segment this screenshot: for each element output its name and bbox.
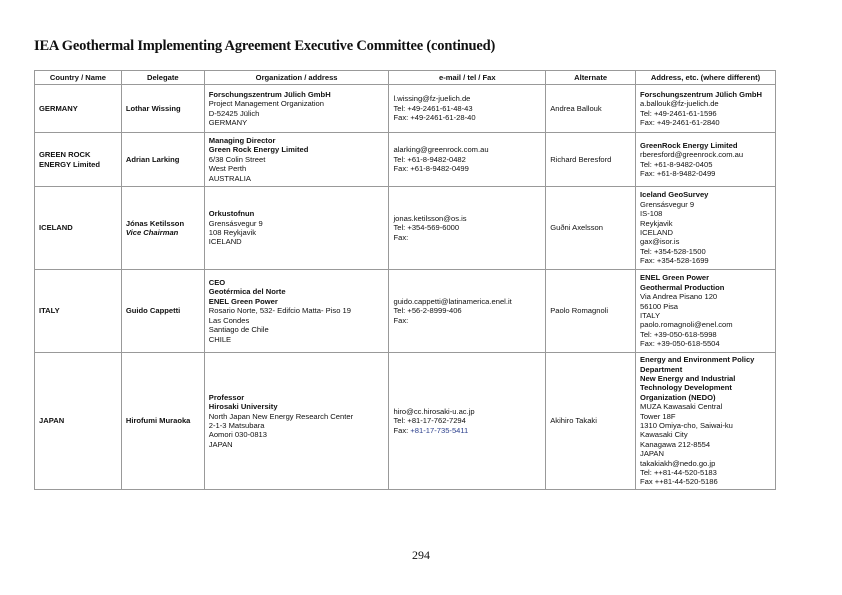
- line-text: 1310 Omiya-cho, Saiwai-ku: [640, 421, 733, 430]
- line-text: Fax: +61-8-9482-0499: [393, 164, 469, 174]
- line-text: ICELAND: [39, 223, 73, 233]
- cell-delegate: [121, 353, 204, 490]
- line-text: Managing Director: [208, 135, 276, 145]
- cell-delegate: [121, 187, 204, 270]
- line-text: Andrea Ballouk: [550, 103, 602, 113]
- line-text: alarking@greenrock.com.au: [393, 145, 489, 155]
- line-text: ENERGY Limited: [39, 159, 101, 169]
- cell-line: [39, 223, 117, 232]
- cell-org: [204, 353, 389, 490]
- cell-org: [204, 85, 389, 133]
- cell-country: [35, 187, 122, 270]
- cell-line: [640, 141, 771, 150]
- cell-alternate: [546, 85, 636, 133]
- line-text: 6/38 Colin Street: [208, 154, 266, 164]
- cell-line: [640, 90, 771, 99]
- cell-line: [209, 155, 385, 164]
- line-text: Reykjavik: [640, 218, 673, 228]
- cell-line: [393, 233, 541, 242]
- cell-line: [209, 145, 385, 154]
- cell-line: [640, 449, 771, 458]
- cell-line: [39, 160, 117, 169]
- cell-line: [209, 164, 385, 173]
- cell-line: [393, 306, 541, 315]
- cell-line: [640, 402, 771, 411]
- line-text: Akihiro Takaki: [550, 416, 597, 426]
- cell-line: [209, 325, 385, 334]
- cell-country: [35, 353, 122, 490]
- line-text: ICELAND: [640, 228, 673, 237]
- line-text: Vice Chairman: [125, 228, 179, 237]
- line-text: Project Management Organization: [208, 99, 324, 109]
- cell-alternate: [546, 187, 636, 270]
- cell-line: [209, 136, 385, 145]
- line-text: Grensásvegur 9: [208, 218, 263, 228]
- cell-line: [640, 273, 771, 282]
- line-text: GERMANY: [208, 117, 248, 127]
- cell-line: [126, 219, 200, 228]
- cell-line: [640, 440, 771, 449]
- line-text: Technology Development: [640, 383, 732, 393]
- cell-line: [209, 219, 385, 228]
- cell-delegate: [121, 133, 204, 187]
- line-text: ICELAND: [208, 237, 242, 247]
- cell-line: [126, 228, 200, 237]
- cell-line: [393, 113, 541, 122]
- cell-line: [209, 99, 385, 108]
- cell-line: [209, 287, 385, 296]
- line-text: Fax: +49-2461-61-28-40: [393, 113, 476, 123]
- cell-org: [204, 270, 389, 353]
- cell-line: [209, 278, 385, 287]
- cell-line: [126, 306, 200, 315]
- cell-line: [640, 355, 771, 364]
- line-text: a.ballouk@fz-juelich.de: [640, 99, 719, 109]
- cell-alternate: [546, 270, 636, 353]
- cell-line: [209, 335, 385, 344]
- cell-country: [35, 133, 122, 187]
- cell-line: [640, 302, 771, 311]
- line-text: Geotérmica del Norte: [208, 287, 286, 297]
- cell-line: [126, 104, 200, 113]
- cell-line: [39, 416, 117, 425]
- line-text: takakiakh@nedo.go.jp: [640, 458, 716, 468]
- line-text: D-52425 Jülich: [208, 108, 260, 118]
- line-text: Tel: +61-8-9482-0405: [640, 159, 713, 169]
- cell-contact: [389, 187, 546, 270]
- cell-line: [39, 104, 117, 113]
- fax-number: +81-17-735-5411: [410, 425, 469, 435]
- cell-address: [636, 133, 776, 187]
- cell-line: [393, 164, 541, 173]
- line-text: Fax: +354-528-1699: [640, 256, 709, 266]
- cell-contact: [389, 133, 546, 187]
- cell-delegate: [121, 85, 204, 133]
- cell-address: [636, 270, 776, 353]
- line-text: Guido Cappetti: [125, 306, 181, 316]
- line-text: Kanagawa 212-8554: [640, 439, 711, 449]
- cell-line: [209, 118, 385, 127]
- line-text: Santiago de Chile: [208, 325, 269, 335]
- line-text: MUZA Kawasaki Central: [640, 402, 723, 412]
- line-text: Tel: +56-2-8999-406: [393, 306, 462, 316]
- line-text: Fax:: [393, 425, 411, 435]
- cell-line: [640, 99, 771, 108]
- line-text: Rosario Norte, 532- Edifcio Matta- Piso 19: [208, 306, 351, 316]
- cell-line: [209, 430, 385, 439]
- cell-line: [640, 118, 771, 127]
- cell-line: [209, 402, 385, 411]
- line-text: gax@isor.is: [640, 237, 680, 247]
- cell-line: [640, 169, 771, 178]
- line-text: Tel: +354-528-1500: [640, 246, 706, 256]
- line-text: Hirosaki University: [208, 402, 278, 412]
- line-text: ITALY: [640, 311, 661, 320]
- cell-line: [550, 155, 631, 164]
- cell-line: [209, 316, 385, 325]
- cell-country: [35, 85, 122, 133]
- line-text: Las Condes: [208, 315, 250, 325]
- line-text: Fax: +49-2461-61-2840: [640, 117, 720, 127]
- line-text: Iceland GeoSurvey: [640, 190, 709, 200]
- line-text: ENEL Green Power: [208, 296, 278, 306]
- line-text: Guðni Axelsson: [550, 223, 603, 233]
- table-row: [35, 270, 776, 353]
- cell-line: [640, 320, 771, 329]
- line-text: JAPAN: [39, 416, 65, 426]
- page-number: 294: [412, 548, 430, 562]
- line-text: 108 Reykjavik: [208, 228, 257, 237]
- cell-contact: [389, 353, 546, 490]
- line-text: paolo.romagnoli@enel.com: [640, 320, 733, 330]
- line-text: Kawasaki City: [640, 430, 688, 440]
- cell-line: [393, 155, 541, 164]
- line-text: North Japan New Energy Research Center: [208, 411, 354, 421]
- cell-line: [209, 297, 385, 306]
- line-text: Tel: +39-050-618-5998: [640, 329, 717, 339]
- cell-line: [209, 412, 385, 421]
- cell-line: [550, 104, 631, 113]
- cell-line: [640, 421, 771, 430]
- cell-line: [640, 228, 771, 237]
- line-text: Tel: +49-2461-61-48-43: [393, 103, 473, 113]
- line-text: Department: [640, 364, 683, 374]
- line-text: West Perth: [208, 164, 247, 174]
- line-text: Orkustofnun: [208, 209, 255, 219]
- line-text: Grensásvegur 9: [640, 199, 695, 209]
- line-text: Tel: +49-2461-61-1596: [640, 108, 717, 118]
- cell-line: [393, 104, 541, 113]
- cell-line: [640, 477, 771, 486]
- line-text: GREEN ROCK: [39, 150, 91, 160]
- line-text: Hirofumi Muraoka: [125, 416, 191, 426]
- cell-line: [393, 145, 541, 154]
- cell-alternate: [546, 353, 636, 490]
- cell-line: [640, 237, 771, 246]
- cell-contact: [389, 85, 546, 133]
- cell-line: [640, 459, 771, 468]
- cell-line: [550, 306, 631, 315]
- line-text: Tel: ++81-44-520-5183: [640, 468, 717, 478]
- line-text: ITALY: [39, 306, 60, 316]
- cell-org: [204, 133, 389, 187]
- cell-line: [640, 109, 771, 118]
- line-text: Jónas Ketilsson: [125, 218, 185, 228]
- cell-line: [126, 155, 200, 164]
- line-text: CEO: [208, 278, 226, 288]
- cell-line: [640, 247, 771, 256]
- cell-line: [640, 430, 771, 439]
- cell-line: [209, 393, 385, 402]
- line-text: Geothermal Production: [640, 282, 725, 292]
- column-header-contact: e-mail / tel / Fax: [389, 71, 546, 85]
- line-text: 56100 Pisa: [640, 301, 679, 311]
- line-text: Richard Beresford: [550, 154, 612, 164]
- cell-line: [640, 311, 771, 320]
- cell-line: [640, 219, 771, 228]
- cell-alternate: [546, 133, 636, 187]
- cell-line: [640, 292, 771, 301]
- cell-line: [640, 330, 771, 339]
- table-header-row: [35, 71, 776, 85]
- line-text: Tel: +81-17-762-7294: [393, 416, 466, 426]
- line-text: IS-108: [640, 209, 663, 219]
- line-text: Paolo Romagnoli: [550, 306, 609, 316]
- cell-line: [393, 94, 541, 103]
- cell-delegate: [121, 270, 204, 353]
- cell-address: [636, 353, 776, 490]
- line-text: ENEL Green Power: [640, 273, 710, 283]
- table-row: [35, 187, 776, 270]
- line-text: CHILE: [208, 334, 232, 344]
- cell-line: [209, 237, 385, 246]
- cell-line: [39, 150, 117, 159]
- cell-line: [393, 214, 541, 223]
- cell-line: [640, 365, 771, 374]
- cell-line: [640, 393, 771, 402]
- line-text: Forschungszentrum Jülich GmbH: [640, 89, 762, 99]
- line-text: Organization (NEDO): [640, 392, 716, 402]
- line-text: Via Andrea Pisano 120: [640, 292, 718, 302]
- line-text: JAPAN: [208, 439, 233, 449]
- line-text: Fax: +61-8-9482-0499: [640, 168, 716, 178]
- cell-line: [393, 297, 541, 306]
- column-header-address: Address, etc. (where different): [636, 71, 776, 85]
- cell-line: [640, 468, 771, 477]
- line-text: hiro@cc.hirosaki-u.ac.jp: [393, 406, 475, 416]
- line-text: Adrian Larking: [125, 154, 180, 164]
- cell-line: [393, 316, 541, 325]
- line-text: Aomori 030-0813: [208, 430, 268, 440]
- line-text: AUSTRALIA: [208, 173, 251, 183]
- table-row: [35, 85, 776, 133]
- cell-line: [209, 209, 385, 218]
- cell-line: [126, 416, 200, 425]
- cell-line: [393, 407, 541, 416]
- cell-line: [640, 160, 771, 169]
- line-text: Tower 18F: [640, 411, 676, 421]
- line-text: guido.cappetti@latinamerica.enel.it: [393, 296, 512, 306]
- line-text: Forschungszentrum Jülich GmbH: [208, 89, 331, 99]
- cell-line: [550, 223, 631, 232]
- cell-line: [640, 412, 771, 421]
- line-text: rberesford@greenrock.com.au: [640, 150, 744, 160]
- cell-line: [209, 109, 385, 118]
- line-text: Fax:: [393, 232, 409, 242]
- page-title: IEA Geothermal Implementing Agreement Executive Committee (continued): [34, 38, 496, 54]
- line-text: Lothar Wissing: [125, 103, 181, 113]
- cell-line: [209, 440, 385, 449]
- line-text: Fax ++81-44-520-5186: [640, 477, 718, 487]
- line-text: Tel: +354-569-6000: [393, 223, 460, 233]
- cell-line: [640, 374, 771, 383]
- cell-line: [640, 383, 771, 392]
- line-text: jonas.ketilsson@os.is: [393, 213, 467, 223]
- line-text: GreenRock Energy Limited: [640, 140, 738, 150]
- cell-line: [550, 416, 631, 425]
- table-row: [35, 353, 776, 490]
- cell-address: [636, 85, 776, 133]
- cell-address: [636, 187, 776, 270]
- line-text: New Energy and Industrial: [640, 373, 736, 383]
- cell-line: [209, 306, 385, 315]
- line-text: Fax:: [393, 315, 409, 325]
- cell-line: [640, 339, 771, 348]
- column-header-organization: Organization / address: [204, 71, 389, 85]
- cell-line: [640, 150, 771, 159]
- cell-line: [209, 174, 385, 183]
- cell-line: [640, 190, 771, 199]
- line-text: Green Rock Energy Limited: [208, 145, 309, 155]
- cell-line: [209, 421, 385, 430]
- cell-line: [640, 283, 771, 292]
- executive-committee-table: [34, 70, 776, 490]
- line-text: Tel: +61-8-9482-0482: [393, 154, 466, 164]
- cell-line: [640, 209, 771, 218]
- table-row: [35, 133, 776, 187]
- line-text: Fax: +39-050-618-5504: [640, 339, 720, 349]
- cell-line: [393, 223, 541, 232]
- line-text: Energy and Environment Policy: [640, 355, 755, 365]
- cell-line: [640, 256, 771, 265]
- cell-line: [393, 416, 541, 425]
- cell-line: [640, 200, 771, 209]
- cell-line: [209, 90, 385, 99]
- line-text: 2-1-3 Matsubara: [208, 421, 265, 430]
- line-text: Professor: [208, 392, 245, 402]
- line-text: GERMANY: [39, 103, 78, 113]
- cell-line: [393, 426, 541, 435]
- cell-line: [39, 306, 117, 315]
- column-header-country: Country / Name: [35, 71, 122, 85]
- cell-contact: [389, 270, 546, 353]
- cell-line: [209, 228, 385, 237]
- column-header-delegate: Delegate: [121, 71, 204, 85]
- line-text: JAPAN: [640, 449, 664, 459]
- line-text: l.wissing@fz-juelich.de: [393, 94, 471, 104]
- cell-country: [35, 270, 122, 353]
- cell-org: [204, 187, 389, 270]
- column-header-alternate: Alternate: [546, 71, 636, 85]
